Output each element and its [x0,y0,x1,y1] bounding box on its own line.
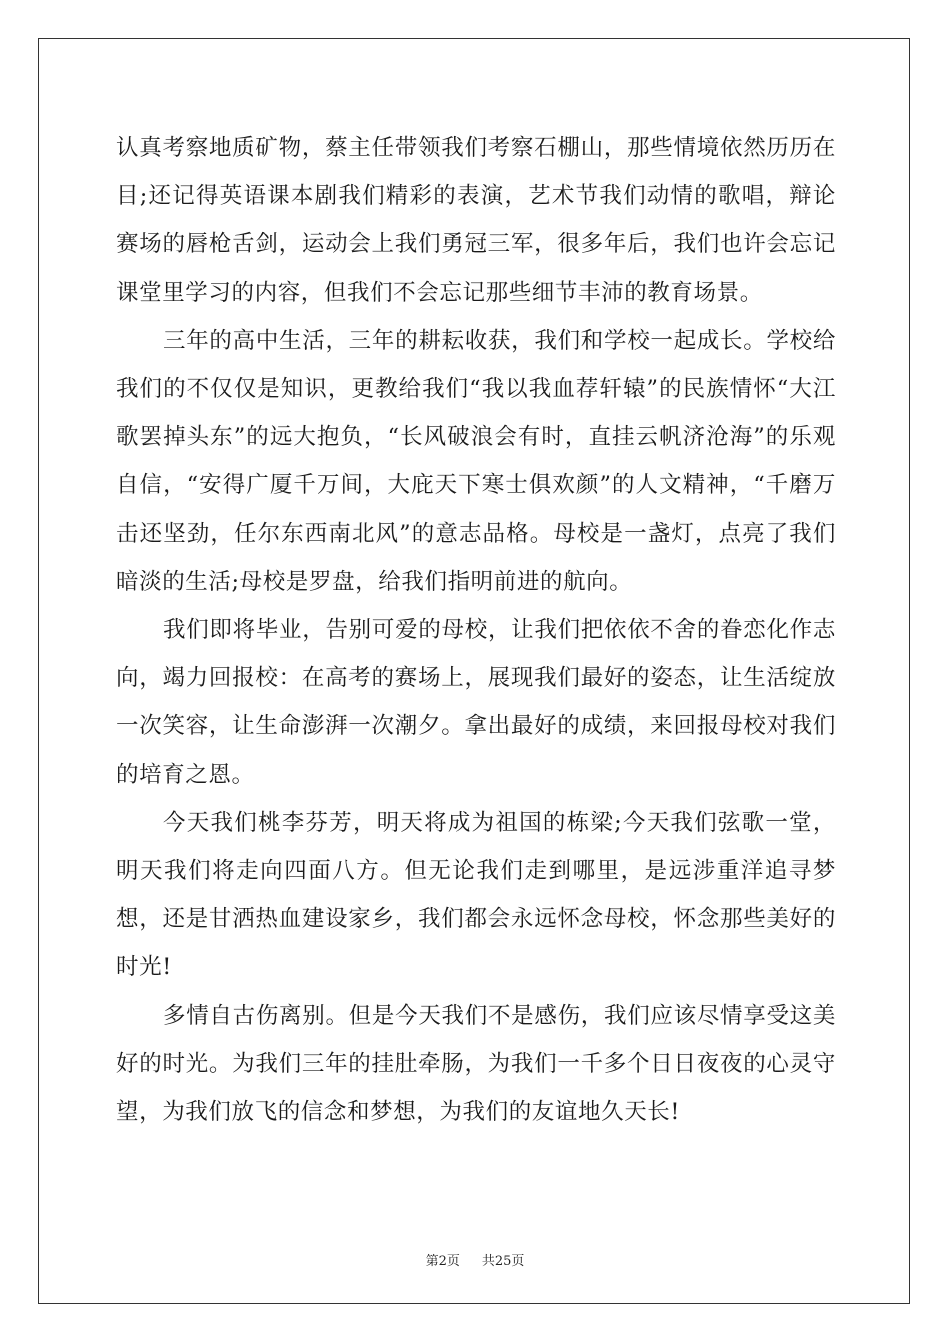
paragraph-2: 三年的高中生活，三年的耕耘收获，我们和学校一起成长。学校给我们的不仅仅是知识，更教给我们“我以我血荐轩辕”的民族情怀“大江歌罢掉头东”的远大抱负，“长风破浪会有时，直挂云帆济沧海”的乐观自信，“安得广厦千万间，大庇天下寒士俱欢颜”的人文精神，“千磨万击还坚劲，任尔东西南北风”的意志品格。母校是一盏灯，点亮了我们暗淡的生活;母校是罗盘，给我们指明前进的航向。 [116,327,836,595]
paragraph-1: 认真考察地质矿物，蔡主任带领我们考察石棚山，那些情境依然历历在目;还记得英语课本剧我们精彩的表演，艺术节我们动情的歌唱，辩论赛场的唇枪舌剑，运动会上我们勇冠三军，很多年后，我们也许会忘记课堂里学习的内容，但我们不会忘记那些细节丰沛的教育场景。 [116,135,836,306]
body-text [116,124,836,1136]
paragraph-3: 我们即将毕业，告别可爱的母校，让我们把依依不舍的眷恋化作志向，竭力回报校：在高考的赛场上，展现我们最好的姿态，让生活绽放一次笑容，让生命澎湃一次潮夕。拿出最好的成绩，来回报母校对我们的培育之恩。 [116,617,836,788]
page-footer [0,1250,950,1269]
total-pages: 共25页 [481,1254,525,1269]
paragraph-5: 多情自古伤离别。但是今天我们不是感伤，我们应该尽情享受这美好的时光。为我们三年的挂肚牵肠，为我们一千多个日日夜夜的心灵守望，为我们放飞的信念和梦想，为我们的友谊地久天长! [116,1002,836,1126]
paragraph-4: 今天我们桃李芬芳，明天将成为祖国的栋梁;今天我们弦歌一堂，明天我们将走向四面八方。但无论我们走到哪里，是远涉重洋追寻梦想，还是甘洒热血建设家乡，我们都会永远怀念母校，怀念那些美好的时光! [116,809,836,981]
page-number: 第2页 [425,1254,460,1269]
